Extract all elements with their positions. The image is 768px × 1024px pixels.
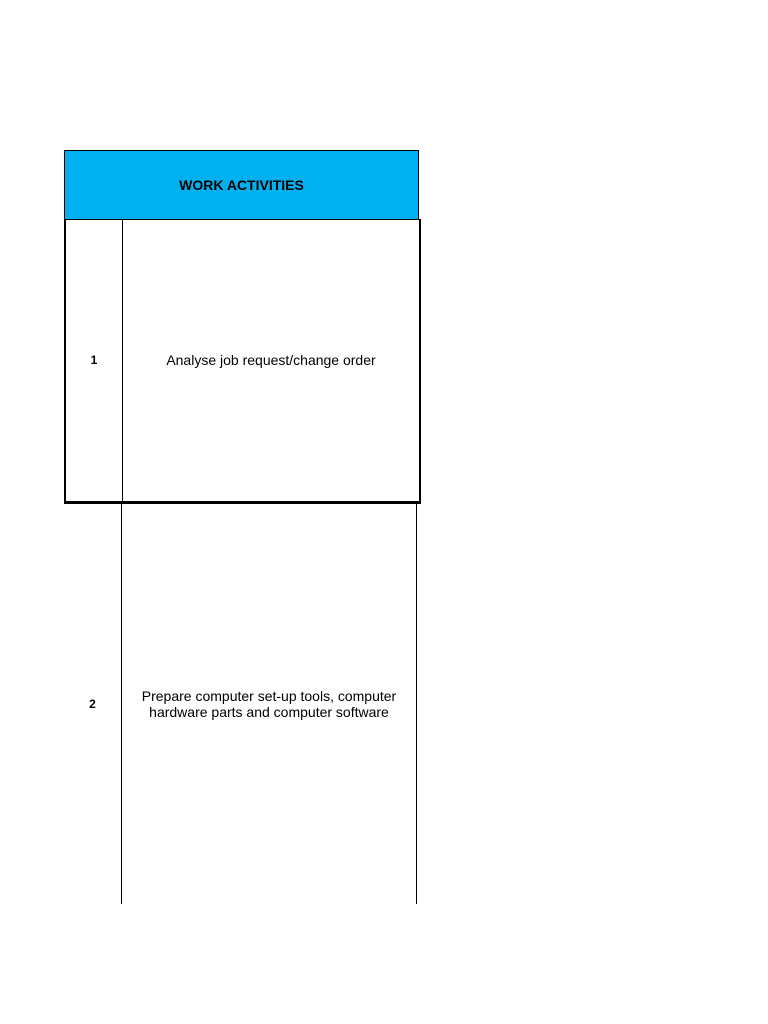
activity-cell: Analyse job request/change order <box>166 352 376 368</box>
activity-cell: Prepare computer set-up tools, computer hardware parts and computer software <box>122 504 417 904</box>
row-number-cell: 2 <box>64 504 122 904</box>
table-row <box>64 504 419 904</box>
work-activities-header: WORK ACTIVITIES <box>64 150 419 220</box>
table-row <box>64 219 421 504</box>
row-number-cell: 1 <box>66 219 123 501</box>
